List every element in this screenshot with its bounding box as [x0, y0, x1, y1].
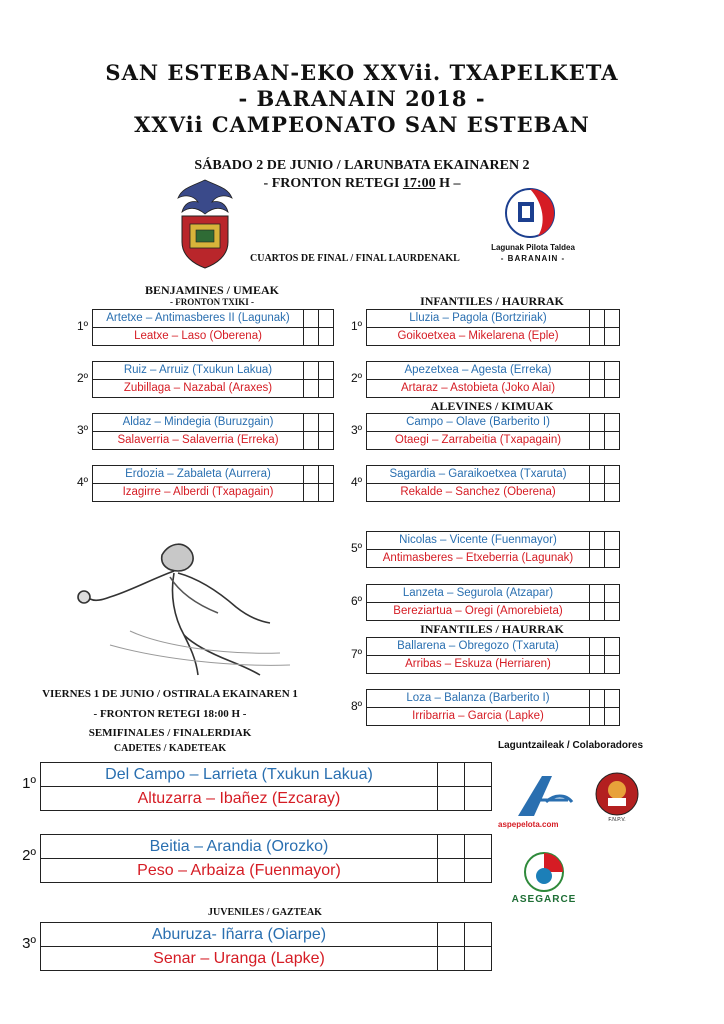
match-table — [366, 637, 620, 674]
score-cell — [589, 532, 604, 549]
venue-time: 17:00 — [402, 176, 436, 191]
team-row-top — [367, 310, 619, 328]
team-pair-red: Otaegi – Zarrabeitia (Txapagain) — [394, 434, 562, 446]
score-cell — [604, 708, 619, 725]
score-cell — [303, 484, 318, 501]
team-row-bottom — [367, 380, 619, 397]
match-order: 2º — [350, 371, 362, 385]
match-table — [92, 413, 334, 450]
score-cell — [437, 947, 464, 970]
score-cell — [589, 380, 604, 397]
team-pair-red: Zubillaga – Nazabal (Araxes) — [123, 382, 273, 394]
match-table — [40, 922, 492, 971]
match-order: 7º — [350, 647, 362, 661]
aspe-logo-icon — [512, 772, 576, 820]
infantiles2-title: INFANTILES / HAURRAK — [420, 622, 564, 636]
match-table — [366, 413, 620, 450]
match-order: 1º — [350, 319, 362, 333]
team-pair-red: Antimasberes – Etxeberria (Lagunak) — [382, 552, 574, 564]
team-pair-blue: Sagardia – Garaikoetxea (Txaruta) — [389, 468, 567, 480]
team-row-top — [93, 466, 333, 484]
title-line-1: SAN ESTEBAN-EKO XXVii. TXAPELKETA — [105, 60, 619, 85]
match-table — [40, 834, 492, 883]
baranain-crest-icon — [170, 176, 240, 270]
team-row-bottom — [93, 432, 333, 449]
team-row-bottom — [367, 656, 619, 673]
team-pair-blue: Ruiz – Arruiz (Txukun Lakua) — [123, 364, 273, 376]
score-cell — [464, 763, 491, 786]
team-row-top — [367, 638, 619, 656]
score-cell — [604, 432, 619, 449]
score-cell — [437, 923, 464, 946]
match-order: 1º — [76, 319, 88, 333]
team-pair-blue: Del Campo – Larrieta (Txukun Lakua) — [105, 766, 373, 783]
score-cell — [589, 466, 604, 483]
score-cell — [318, 362, 333, 379]
score-cell — [604, 532, 619, 549]
infantiles-title: INFANTILES / HAURRAK — [420, 294, 564, 308]
team-row-top — [367, 690, 619, 708]
score-cell — [589, 603, 604, 620]
score-cell — [303, 328, 318, 345]
team-row-bottom — [367, 484, 619, 501]
team-pair-blue: Ballarena – Obregozo (Txaruta) — [397, 640, 559, 652]
score-cell — [318, 484, 333, 501]
venue-suffix: H – — [435, 176, 461, 191]
team-row-bottom — [93, 380, 333, 397]
team-row-bottom — [367, 432, 619, 449]
team-pair-blue: Nicolas – Vicente (Fuenmayor) — [399, 534, 557, 546]
benjamines-title: BENJAMINES / UMEAK — [144, 283, 279, 297]
fnpv-text: F.N.P.V. — [608, 817, 626, 823]
team-pair-blue: Erdozia – Zabaleta (Aurrera) — [125, 468, 271, 480]
score-cell — [589, 656, 604, 673]
friday-date: VIERNES 1 DE JUNIO / OSTIRALA EKAINAREN 1 — [42, 688, 298, 700]
score-cell — [303, 310, 318, 327]
team-pair-red: Arribas – Eskuza (Herriaren) — [405, 658, 551, 670]
score-cell — [303, 432, 318, 449]
team-row-top — [93, 310, 333, 328]
score-cell — [604, 380, 619, 397]
match-order: 3º — [76, 423, 88, 437]
score-cell — [604, 585, 619, 602]
score-cell — [604, 690, 619, 707]
team-pair-red: Artaraz – Astobieta (Joko Alai) — [400, 382, 556, 394]
score-cell — [604, 484, 619, 501]
score-cell — [589, 550, 604, 567]
match-order: 1º — [22, 775, 36, 792]
team-row-bottom — [367, 328, 619, 345]
score-cell — [604, 328, 619, 345]
team-pair-blue: Campo – Olave (Barberito I) — [406, 416, 550, 428]
team-pair-blue: Beitia – Arandia (Orozko) — [149, 838, 329, 855]
score-cell — [604, 550, 619, 567]
team-row-top — [93, 362, 333, 380]
match-table — [92, 309, 334, 346]
match-table — [366, 584, 620, 621]
team-pair-red: Senar – Uranga (Lapke) — [153, 950, 325, 967]
team-row-bottom — [367, 603, 619, 620]
team-row-top — [367, 414, 619, 432]
team-row-top — [367, 466, 619, 484]
score-cell — [464, 859, 491, 882]
date-line: SÁBADO 2 DE JUNIO / LARUNBATA EKAINAREN 2 — [194, 158, 530, 173]
team-row-top — [367, 532, 619, 550]
alevines-title: ALEVINES / KIMUAK — [430, 399, 554, 413]
score-cell — [318, 328, 333, 345]
match-table — [366, 465, 620, 502]
title-line-2: - BARANAIN 2018 - — [238, 86, 486, 111]
asegarce-text: ASEGARCE — [511, 894, 577, 905]
team-row-bottom — [367, 708, 619, 725]
score-cell — [604, 362, 619, 379]
score-cell — [318, 310, 333, 327]
match-order: 5º — [350, 541, 362, 555]
team-row-bottom — [41, 859, 491, 882]
friday-round: SEMIFINALES / FINALERDIAK — [88, 727, 252, 739]
asegarce-logo-icon — [512, 850, 576, 894]
score-cell — [303, 380, 318, 397]
team-row-top — [41, 835, 491, 859]
team-row-top — [367, 362, 619, 380]
team-row-top — [93, 414, 333, 432]
score-cell — [437, 859, 464, 882]
score-cell — [464, 835, 491, 858]
fnpv-logo-icon — [594, 770, 640, 824]
cadetes-title: CADETES / KADETEAK — [113, 743, 227, 754]
juveniles-title: JUVENILES / GAZTEAK — [208, 907, 322, 918]
score-cell — [589, 310, 604, 327]
score-cell — [318, 414, 333, 431]
score-cell — [589, 638, 604, 655]
team-pair-blue: Lanzeta – Segurola (Atzapar) — [402, 587, 554, 599]
match-order: 2º — [22, 847, 36, 864]
pelota-player-illustration — [70, 535, 310, 685]
team-pair-blue: Aburuza- Iñarra (Oiarpe) — [151, 926, 327, 943]
team-row-bottom — [41, 787, 491, 810]
team-row-top — [41, 763, 491, 787]
team-pair-red: Bereziartua – Oregi (Amorebieta) — [393, 605, 563, 617]
score-cell — [303, 466, 318, 483]
score-cell — [303, 362, 318, 379]
match-order: 8º — [350, 699, 362, 713]
score-cell — [464, 787, 491, 810]
match-table — [366, 689, 620, 726]
score-cell — [604, 656, 619, 673]
team-pair-red: Rekalde – Sanchez (Oberena) — [400, 486, 556, 498]
team-row-bottom — [367, 550, 619, 567]
score-cell — [589, 432, 604, 449]
score-cell — [318, 432, 333, 449]
score-cell — [604, 638, 619, 655]
score-cell — [437, 763, 464, 786]
team-pair-blue: Loza – Balanza (Barberito I) — [406, 692, 550, 704]
score-cell — [604, 466, 619, 483]
title-line-3: XXVii CAMPEONATO SAN ESTEBAN — [134, 112, 590, 137]
team-pair-red: Leatxe – Laso (Oberena) — [134, 330, 262, 342]
score-cell — [604, 310, 619, 327]
venue-line — [0, 176, 724, 192]
score-cell — [589, 690, 604, 707]
score-cell — [604, 414, 619, 431]
venue-prefix: - FRONTON RETEGI — [263, 176, 403, 191]
score-cell — [589, 414, 604, 431]
team-row-top — [367, 585, 619, 603]
score-cell — [437, 835, 464, 858]
team-pair-red: Salaverria – Salaverria (Erreka) — [117, 434, 279, 446]
club-name: Lagunak Pilota Taldea — [491, 243, 575, 252]
team-row-bottom — [41, 947, 491, 970]
team-pair-red: Irribarria – Garcia (Lapke) — [412, 710, 544, 722]
match-order: 4º — [76, 475, 88, 489]
team-pair-blue: Artetxe – Antimasberes II (Lagunak) — [106, 312, 290, 324]
match-table — [366, 361, 620, 398]
match-table — [366, 309, 620, 346]
score-cell — [303, 414, 318, 431]
match-order: 6º — [350, 594, 362, 608]
match-table — [92, 465, 334, 502]
score-cell — [589, 362, 604, 379]
team-pair-blue: Lluzia – Pagola (Bortziriak) — [409, 312, 547, 324]
team-pair-red: Goikoetxea – Mikelarena (Eple) — [397, 330, 559, 342]
sponsors-title: Laguntzaileak / Colaboradores — [498, 740, 644, 751]
score-cell — [318, 380, 333, 397]
team-pair-red: Altuzarra – Ibañez (Ezcaray) — [137, 790, 341, 807]
match-table — [40, 762, 492, 811]
benjamines-subtitle: - FRONTON TXIKI - — [170, 297, 254, 307]
score-cell — [589, 484, 604, 501]
score-cell — [589, 708, 604, 725]
match-order: 3º — [350, 423, 362, 437]
lagunak-logo-icon — [498, 186, 562, 240]
score-cell — [318, 466, 333, 483]
team-pair-red: Peso – Arbaiza (Fuenmayor) — [137, 862, 341, 879]
match-order: 4º — [350, 475, 362, 489]
aspe-text: aspepelota.com — [498, 820, 559, 829]
team-pair-red: Izagirre – Alberdi (Txapagain) — [122, 486, 274, 498]
friday-venue: - FRONTON RETEGI 18:00 H - — [93, 708, 247, 720]
score-cell — [589, 585, 604, 602]
team-row-top — [41, 923, 491, 947]
score-cell — [604, 603, 619, 620]
match-table — [366, 531, 620, 568]
match-order: 3º — [22, 935, 36, 952]
team-row-bottom — [93, 484, 333, 501]
score-cell — [437, 787, 464, 810]
score-cell — [464, 947, 491, 970]
round-label: CUARTOS DE FINAL / FINAL LAURDENAKL — [250, 253, 460, 264]
score-cell — [589, 328, 604, 345]
match-table — [92, 361, 334, 398]
score-cell — [464, 923, 491, 946]
club-place: - BARANAIN - — [500, 254, 566, 263]
team-pair-blue: Apezetxea – Agesta (Erreka) — [404, 364, 552, 376]
team-pair-blue: Aldaz – Mindegia (Buruzgain) — [122, 416, 274, 428]
team-row-bottom — [93, 328, 333, 345]
match-order: 2º — [76, 371, 88, 385]
